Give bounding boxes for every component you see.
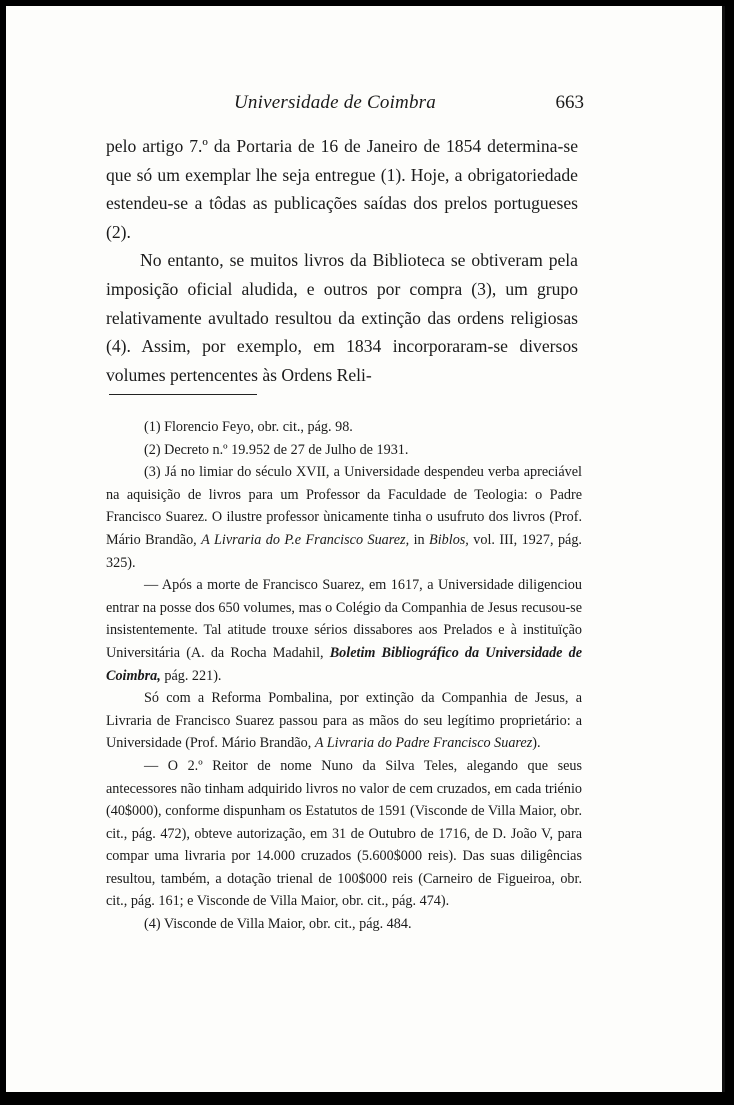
footnote-3-a: (3) Já no limiar do século XVII, a Universidade despendeu verba apreciável na aquisição de livros para um Professor da Faculdade de Teologia: o Padre Francisco Suarez. O ilustre professor ùnicamente tinha o usufruto dos livros (Prof. Mário Brandão, A Livraria do P.e Francisco Suarez, in Biblos, vol. III, 1927, pág. 325). <box>106 464 582 571</box>
footnotes <box>106 416 582 936</box>
footnote-3-b: — Após a morte de Francisco Suarez, em 1617, a Universidade diligenciou entrar na posse dos 650 volumes, mas o Colégio da Companhia de Jesus recusou-se insistentemente. Tal atitude trouxe sérios dissabores aos Prelados e à instituïção Universitária (A. da Rocha Madahil, Boletim Bibliográfico da Universidade de Coimbra, pág. 221). <box>106 577 582 684</box>
book-page <box>6 6 725 1092</box>
page-header <box>234 92 584 122</box>
footnote-divider <box>109 394 257 395</box>
footnote-3-d: — O 2.º Reitor de nome Nuno da Silva Teles, alegando que seus antecessores não tinham adquirido livros no valor de cem cruzados, em cada triénio (40$000), conforme dispunham os Estatutos de 1591 (Visconde de Villa Maior, obr. cit., pág. 472), obteve autorização, em 31 de Outubro de 1716, de D. João V, para compar uma livraria por 14.000 cruzados (5.600$000 reis). Das suas diligências resultou, também, a dotação trienal de 100$000 reis (Carneiro de Figueiroa, obr. cit., pág. 161; e Visconde de Villa Maior, obr. cit., pág. 474). <box>106 757 582 910</box>
body-text <box>106 132 578 389</box>
body-paragraph-2: No entanto, se muitos livros da Biblioteca se obtiveram pela imposição oficial aludida, e outros por compra (3), um grupo relativamente avultado resultou da extinção das ordens religiosas (4). Assim, por exemplo, em 1834 incorporaram-se diversos volumes pertencentes às Ordens Reli- <box>106 250 578 385</box>
page-number: 663 <box>555 92 584 113</box>
body-paragraph-1: pelo artigo 7.º da Portaria de 16 de Janeiro de 1854 determina-se que só um exemplar lhe seja entregue (1). Hoje, a obrigatoriedade estendeu-se a tôdas as publicações saídas dos prelos portugueses (2). <box>106 136 578 242</box>
footnote-4: (4) Visconde de Villa Maior, obr. cit., pág. 484. <box>144 916 412 933</box>
running-title: Universidade de Coimbra <box>234 92 436 113</box>
footnote-2: (2) Decreto n.º 19.952 de 27 de Julho de 1931. <box>144 441 409 458</box>
footnote-1: (1) Florencio Feyo, obr. cit., pág. 98. <box>144 419 353 435</box>
footnote-3-c: Só com a Reforma Pombalina, por extinção da Companhia de Jesus, a Livraria de Francisco Suarez passou para as mãos do seu legítimo proprietário: a Universidade (Prof. Mário Brandão, A Livraria do Padre Francisco Suarez). <box>106 690 582 752</box>
